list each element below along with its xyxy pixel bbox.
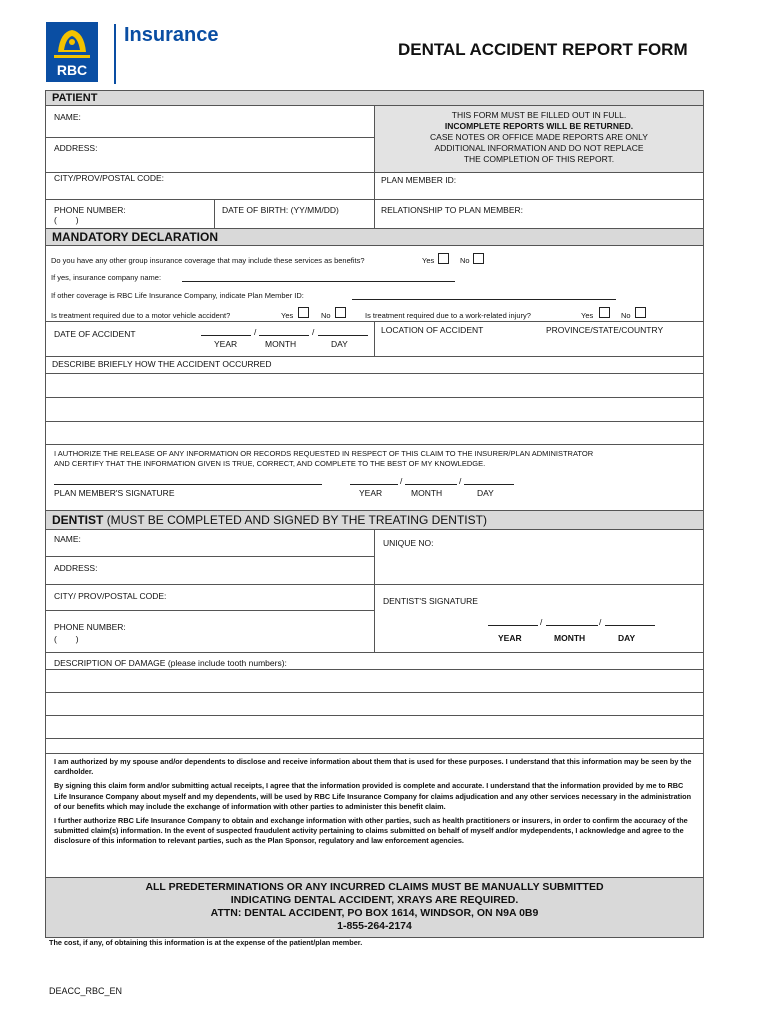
submission-line-1: ALL PREDETERMINATIONS OR ANY INCURRED CLAIMS MUST BE MANUALLY SUBMITTED [145,881,604,893]
dentist-phone-field[interactable] [46,611,374,651]
dentist-name-label: NAME: [54,534,81,544]
damage-description-line-1[interactable] [46,670,703,691]
product-name: Insurance [124,24,219,46]
work-yes-checkbox[interactable] [599,307,610,318]
date-of-accident-label: DATE OF ACCIDENT [54,329,136,339]
cost-note: The cost, if any, of obtaining this information is at the expense of the patient/plan member. [49,938,363,947]
patient-dob-label: DATE OF BIRTH: (YY/MM/DD) [222,205,339,215]
submission-line-2: INDICATING DENTAL ACCIDENT, XRAYS ARE REQUIRED. [230,894,519,906]
work-yes-label: Yes [581,311,594,320]
submission-instructions-box [46,877,703,937]
patient-name-label: NAME: [54,112,81,122]
patient-city-field[interactable] [46,173,374,199]
sign-day-caption: DAY [477,488,494,498]
location-of-accident-label: LOCATION OF ACCIDENT [381,325,484,335]
patient-phone-paren: ( ) [54,215,79,225]
patient-section-title: PATIENT [52,92,98,104]
describe-accident-line-1[interactable] [46,374,703,396]
accident-day-field[interactable] [318,335,368,336]
damage-description-label: DESCRIPTION OF DAMAGE (please include tooth numbers): [54,658,287,668]
plan-member-signature-field[interactable] [54,484,322,485]
accident-year-caption: YEAR [214,339,238,349]
authorize-text-line-1: I AUTHORIZE THE RELEASE OF ANY INFORMATION OR RECORDS REQUESTED IN RESPECT OF THIS CLAIM TO THE INSURER/PLAN ADMINISTRATOR [54,449,594,458]
relationship-label: RELATIONSHIP TO PLAN MEMBER: [381,205,524,215]
damage-description-line-2[interactable] [46,693,703,714]
submission-phone: 1-855-264-2174 [337,920,412,932]
motor-vehicle-question: Is treatment required due to a motor vehicle accident? [51,311,231,320]
consent-text [54,757,694,847]
unique-no-field[interactable] [375,530,703,583]
date-separator: / [599,617,602,627]
patient-address-label: ADDRESS: [54,143,98,153]
dentist-section-subtitle: (MUST BE COMPLETED AND SIGNED BY THE TREATING DENTIST) [106,513,487,527]
notice-line-5: THE COMPLETION OF THIS REPORT. [463,154,615,164]
coverage-no-label: No [460,256,470,265]
brand-wordmark: RBC [56,62,88,78]
sign-day-field[interactable] [464,484,514,485]
rbc-member-id-field[interactable] [352,299,616,300]
authorize-text-line-2: AND CERTIFY THAT THE INFORMATION GIVEN IS TRUE, CORRECT, AND COMPLETE TO THE BEST OF MY KNOWLEDGE. [54,459,486,468]
coverage-yes-label: Yes [422,256,435,265]
declaration-section-title: MANDATORY DECLARATION [52,230,218,244]
accident-month-caption: MONTH [265,339,297,349]
sign-month-field[interactable] [405,484,457,485]
date-separator: / [540,617,543,627]
logo-divider [114,24,116,84]
coverage-yes-checkbox[interactable] [438,253,449,264]
dentist-sign-day-caption: DAY [618,633,636,643]
describe-accident-label: DESCRIBE BRIEFLY HOW THE ACCIDENT OCCURRED [52,359,272,369]
work-injury-question: Is treatment required due to a work-related injury? [365,311,531,320]
motor-no-checkbox[interactable] [335,307,346,318]
work-no-label: No [621,311,631,320]
plan-member-id-field[interactable] [375,173,703,199]
other-coverage-question: Do you have any other group insurance coverage that may include these services as benefits? [51,256,365,265]
rbc-member-id-label: If other coverage is RBC Life Insurance Company, indicate Plan Member ID: [51,291,304,300]
dentist-signature-field[interactable] [375,585,703,613]
consent-paragraph-2: By signing this claim form and/or submitting actual receipts, I agree that the information provided is complete and accurate. I understand that the information provided by me to RBC Life Insurance Company about myself and my dependents, will be used by RBC Life Insurance Company for claims adjudication and any other services necessary in the administration of our benefits which may include the exchange of information with other parties to administer this benefit claim. [54,781,692,811]
dentist-section-title: DENTIST [52,513,104,527]
dentist-name-field[interactable] [46,530,374,556]
dentist-address-label: ADDRESS: [54,563,98,573]
form-body [45,90,704,938]
date-separator: / [312,327,315,337]
date-separator: / [254,327,257,337]
consent-paragraph-1: I am authorized by my spouse and/or dependents to disclose and receive information about them that is used for these purposes. I understand that this information may be seen by the cardholder. [54,757,692,777]
dentist-city-field[interactable] [46,585,374,610]
patient-address-field[interactable] [46,138,374,172]
form-code: DEACC_RBC_EN [49,986,123,996]
dentist-city-label: CITY/ PROV/POSTAL CODE: [54,591,167,601]
notice-line-4: ADDITIONAL INFORMATION AND DO NOT REPLACE [434,143,644,153]
motor-no-label: No [321,311,331,320]
dentist-sign-year-field[interactable] [488,625,538,626]
accident-month-field[interactable] [259,335,309,336]
patient-city-label: CITY/PROV/POSTAL CODE: [54,173,165,183]
relationship-field[interactable] [375,200,703,228]
accident-year-field[interactable] [201,335,251,336]
date-separator: / [400,476,403,486]
dentist-sign-month-caption: MONTH [554,633,586,643]
insurance-company-field[interactable] [182,281,455,282]
describe-accident-line-3[interactable] [46,422,703,444]
notice-line-3: CASE NOTES OR OFFICE MADE REPORTS ARE ONLY [430,132,648,142]
dentist-phone-paren: ( ) [54,634,79,644]
province-state-country-label: PROVINCE/STATE/COUNTRY [546,325,664,335]
form-title: DENTAL ACCIDENT REPORT FORM [398,40,688,59]
location-of-accident-field[interactable] [375,322,535,355]
motor-yes-label: Yes [281,311,294,320]
plan-member-id-label: PLAN MEMBER ID: [381,175,457,185]
submission-line-3: ATTN: DENTAL ACCIDENT, PO BOX 1614, WINDSOR, ON N9A 0B9 [210,907,539,919]
patient-section-header [46,91,703,106]
date-separator: / [459,476,462,486]
unique-no-label: UNIQUE NO: [383,538,434,548]
province-state-country-field[interactable] [536,322,703,355]
patient-dob-field[interactable] [215,200,374,228]
coverage-no-checkbox[interactable] [473,253,484,264]
dentist-sign-day-field[interactable] [605,625,655,626]
dentist-signature-label: DENTIST'S SIGNATURE [383,596,478,606]
damage-description-line-3[interactable] [46,716,703,737]
sign-year-caption: YEAR [359,488,383,498]
insurance-company-label: If yes, insurance company name: [51,273,162,282]
patient-name-field[interactable] [46,107,374,137]
notice-line-1: THIS FORM MUST BE FILLED OUT IN FULL. [451,110,627,120]
dentist-sign-month-field[interactable] [546,625,598,626]
declaration-section-header [46,228,703,246]
notice-line-2: INCOMPLETE REPORTS WILL BE RETURNED. [444,121,634,131]
dentist-phone-label: PHONE NUMBER: [54,622,126,632]
plan-member-signature-label: PLAN MEMBER'S SIGNATURE [54,488,175,498]
dentist-address-field[interactable] [46,557,374,583]
consent-paragraph-3: I further authorize RBC Life Insurance Company to obtain and exchange information with other parties, such as health practitioners or insurers, in order to confirm the accuracy of the submitted claim(s) information. In the event of suspected fraudulent activity pertaining to claims submitted on behalf of myself and/or mydependents, I acknowledge and agree to the disclosure of this information to relevant parties, such as the Plan Sponsor, regulatory and law enforcement agencies. [54,816,688,846]
motor-yes-checkbox[interactable] [298,307,309,318]
dentist-section-header [46,510,703,530]
rbc-logo [46,22,98,82]
accident-day-caption: DAY [331,339,348,349]
patient-phone-label: PHONE NUMBER: [54,205,126,215]
dentist-sign-year-caption: YEAR [498,633,522,643]
work-no-checkbox[interactable] [635,307,646,318]
describe-accident-line-2[interactable] [46,398,703,420]
sign-year-field[interactable] [350,484,398,485]
sign-month-caption: MONTH [411,488,443,498]
patient-phone-field[interactable] [46,200,214,228]
